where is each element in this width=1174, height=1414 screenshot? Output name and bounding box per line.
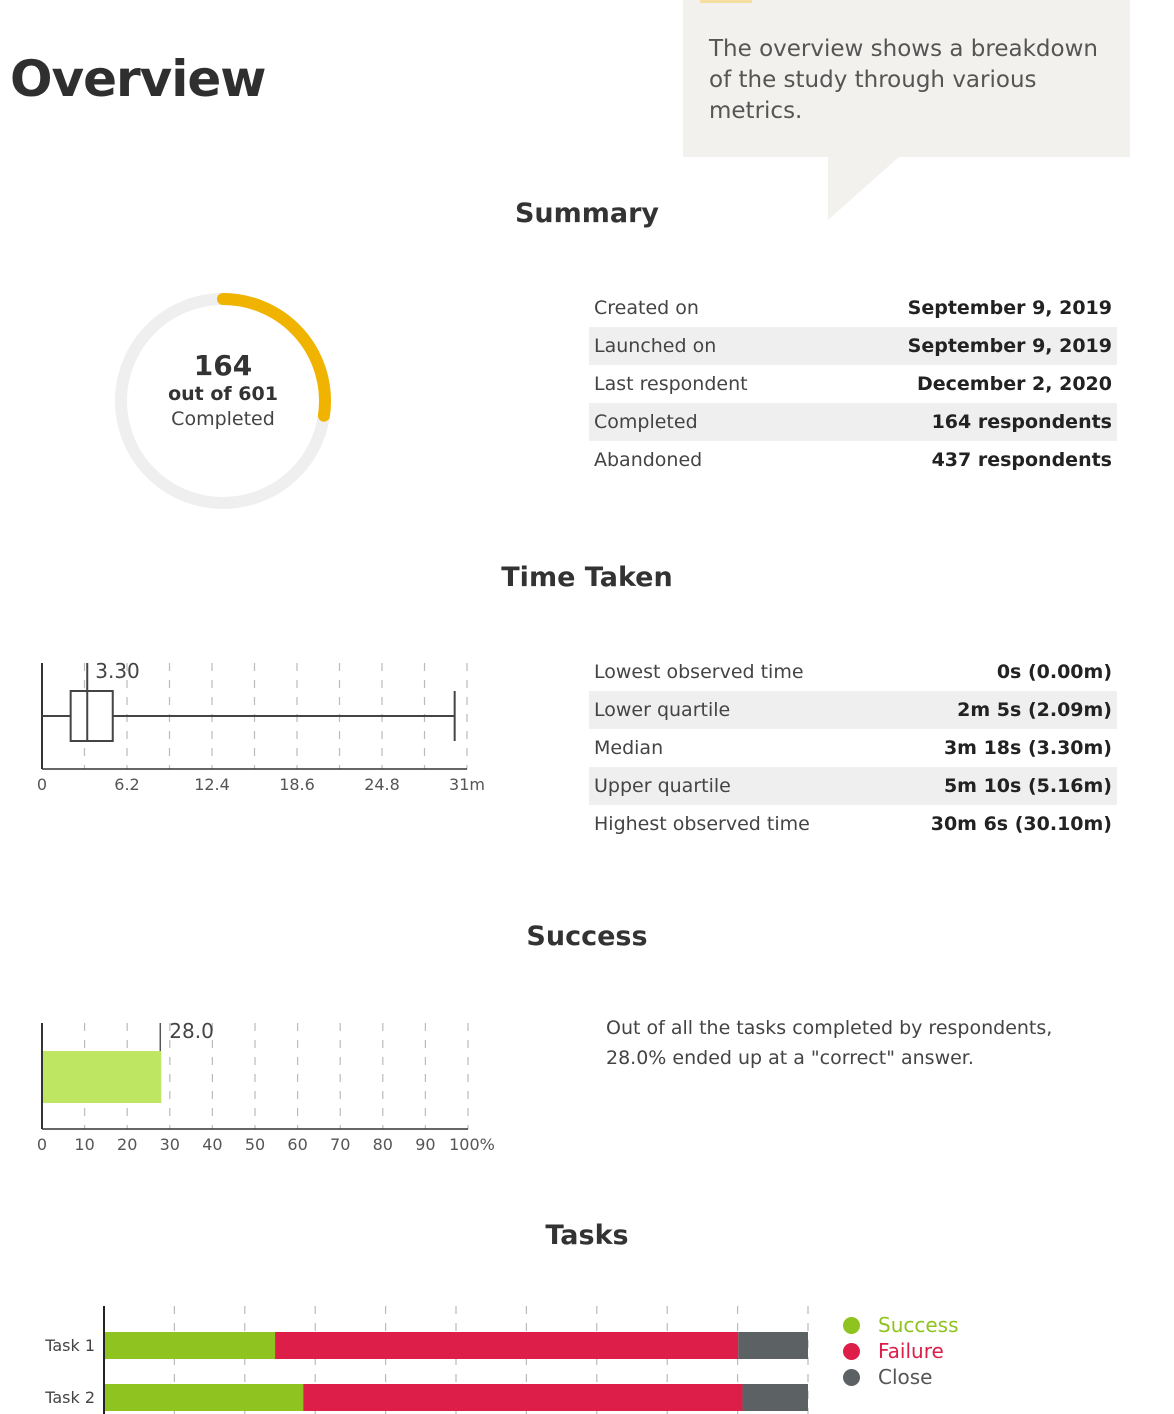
iqr-box (71, 691, 113, 741)
legend-label: Failure (878, 1339, 944, 1363)
row-label: Launched on (594, 335, 717, 357)
tick-label: 6.2 (114, 775, 140, 794)
row-value: 437 respondents (931, 449, 1112, 471)
tick-label: 40 (202, 1135, 223, 1154)
completed-total: out of 601 (168, 383, 278, 405)
bar-segment-failure (303, 1384, 742, 1411)
row-value: September 9, 2019 (907, 297, 1112, 319)
tick-label: 24.8 (364, 775, 400, 794)
tick-label: 90 (415, 1135, 436, 1154)
time-taken-boxplot (30, 655, 500, 800)
time-row-highest (589, 805, 1117, 843)
time-row-lowest (589, 653, 1117, 691)
success-bar-chart (30, 1015, 505, 1160)
legend-dot (843, 1317, 860, 1334)
row-label: Lowest observed time (594, 661, 804, 683)
time-row-lower-quartile (589, 691, 1117, 729)
row-label: Lower quartile (594, 699, 731, 721)
completed-count: 164 (193, 349, 253, 382)
tick-label: 12.4 (194, 775, 230, 794)
bar-segment-close (738, 1332, 808, 1359)
row-value: 30m 6s (30.10m) (930, 813, 1112, 835)
bar-segment-success (104, 1384, 303, 1411)
tick-label: 18.6 (279, 775, 315, 794)
legend-dot (843, 1343, 860, 1360)
row-value: 164 respondents (931, 411, 1112, 433)
time-taken-title: Time Taken (501, 562, 673, 593)
tick-label: 30 (159, 1135, 180, 1154)
page-title: Overview (10, 50, 266, 108)
callout-accent (700, 0, 752, 3)
summary-title: Summary (514, 198, 660, 229)
row-value: 3m 18s (3.30m) (943, 737, 1112, 759)
success-description: Out of all the tasks completed by respondents, 28.0% ended up at a "correct" answer. (606, 1017, 1053, 1069)
row-value: 0s (0.00m) (996, 661, 1112, 683)
callout-text: The overview shows a breakdown of the study through various metrics. (709, 36, 1098, 124)
summary-row-launched (589, 327, 1117, 365)
summary-row-abandoned (589, 441, 1117, 479)
tick-label: 0 (36, 775, 48, 794)
tick-label: 100% (449, 1135, 495, 1154)
tick-label: 80 (372, 1135, 393, 1154)
row-label: Abandoned (594, 449, 703, 471)
row-label: Highest observed time (594, 813, 810, 835)
summary-row-created (589, 289, 1117, 327)
row-label: Upper quartile (594, 775, 731, 797)
row-value: 2m 5s (2.09m) (957, 699, 1112, 721)
tick-label: 20 (117, 1135, 138, 1154)
category-label: Task 2 (45, 1388, 95, 1407)
time-row-upper-quartile (589, 767, 1117, 805)
bar-segment-failure (275, 1332, 738, 1359)
summary-row-last-respondent (589, 365, 1117, 403)
tasks-title: Tasks (545, 1220, 629, 1251)
category-label: Task 1 (45, 1336, 95, 1355)
row-value: September 9, 2019 (907, 335, 1112, 357)
legend-label: Close (878, 1365, 933, 1389)
legend-item-failure (843, 1338, 959, 1364)
legend-label: Success (878, 1313, 959, 1337)
bar-segment-close (743, 1384, 808, 1411)
row-value: 5m 10s (5.16m) (943, 775, 1112, 797)
tasks-legend (843, 1312, 959, 1390)
row-value: December 2, 2020 (916, 373, 1112, 395)
summary-row-completed (589, 403, 1117, 441)
tick-label: 10 (74, 1135, 95, 1154)
time-row-median (589, 729, 1117, 767)
tick-label: 31m (449, 775, 485, 794)
median-label: 3.30 (95, 659, 140, 683)
tick-label: 50 (244, 1135, 266, 1154)
row-label: Completed (594, 411, 698, 433)
bar-segment-success (104, 1332, 275, 1359)
tick-label: 0 (36, 1135, 48, 1154)
time-taken-table (589, 653, 1117, 843)
tasks-stacked-bar-chart (30, 1300, 820, 1414)
row-label: Created on (594, 297, 699, 319)
tick-label: 70 (330, 1135, 351, 1154)
completed-caption: Completed (171, 408, 275, 430)
tick-label: 60 (287, 1135, 308, 1154)
success-title: Success (526, 921, 648, 952)
summary-table (589, 289, 1117, 479)
success-bar (42, 1051, 161, 1103)
row-label: Last respondent (594, 373, 748, 395)
value-label: 28.0 (169, 1019, 214, 1043)
legend-dot (843, 1369, 860, 1386)
row-label: Median (594, 737, 664, 759)
legend-item-success (843, 1312, 959, 1338)
legend-item-close (843, 1364, 959, 1390)
